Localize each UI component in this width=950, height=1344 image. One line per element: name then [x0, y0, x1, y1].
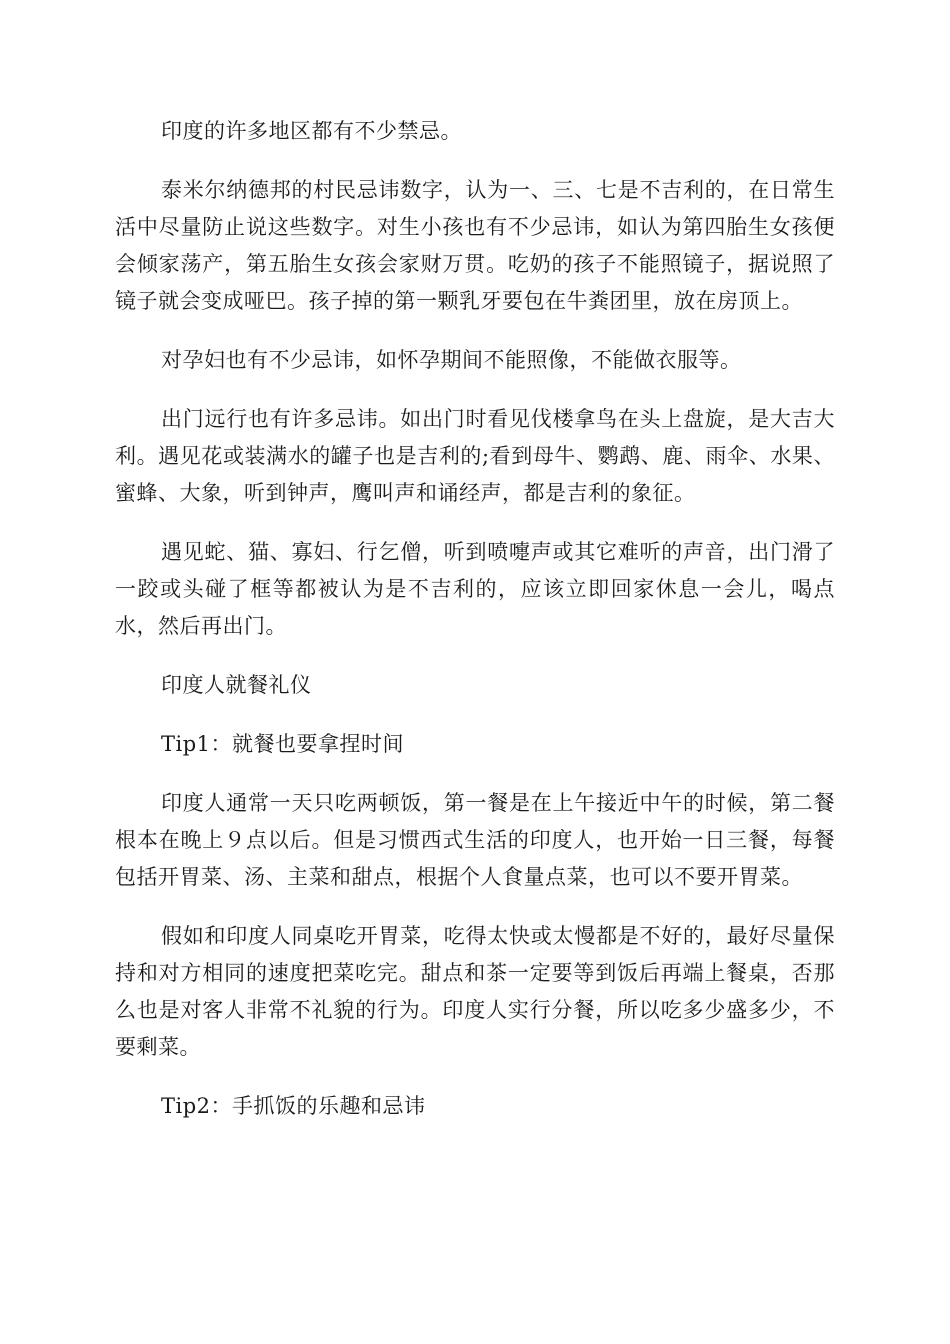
paragraph-travel-omens-good: 出门远行也有许多忌讳。如出门时看见伐楼拿鸟在头上盘旋，是大吉大利。遇见花或装满水的罐子也是吉利的;看到母牛、鹦鹉、鹿、雨伞、水果、蜜蜂、大象，听到钟声，鹰叫声和诵经声，都是吉利的象征。: [115, 407, 835, 505]
paragraph-eating-pace: 假如和印度人同桌吃开胃菜，吃得太快或太慢都是不好的，最好尽量保持和对方相同的速度把菜吃完。甜点和茶一定要等到饭后再端上餐桌，否那么也是对客人非常不礼貌的行为。印度人实行分餐，所以吃多少盛多少，不要剩菜。: [115, 924, 835, 1059]
tip-heading-2: Tip2：手抓饭的乐趣和忌讳: [161, 1094, 426, 1118]
paragraph-meal-times: 印度人通常一天只吃两顿饭，第一餐是在上午接近中午的时候，第二餐根本在晚上９点以后。但是习惯西式生活的印度人，也开始一日三餐，每餐包括开胃菜、汤、主菜和甜点，根据个人食量点菜，也可以不要开胃菜。: [115, 791, 835, 889]
tip-heading-1: Tip1：就餐也要拿捏时间: [161, 732, 405, 756]
paragraph-taboos-intro: 印度的许多地区都有不少禁忌。: [161, 119, 462, 143]
paragraph-tamil-nadu-taboos: 泰米尔纳德邦的村民忌讳数字，认为一、三、七是不吉利的，在日常生活中尽量防止说这些数字。对生小孩也有不少忌讳，如认为第四胎生女孩便会倾家荡产，第五胎生女孩会家财万贯。吃奶的孩子不能照镜子，据说照了镜子就会变成哑巴。孩子掉的第一颗乳牙要包在牛粪团里，放在房顶上。: [115, 178, 835, 313]
section-heading-dining-etiquette: 印度人就餐礼仪: [161, 673, 312, 697]
paragraph-pregnancy-taboos: 对孕妇也有不少忌讳，如怀孕期间不能照像，不能做衣服等。: [161, 348, 742, 372]
paragraph-travel-omens-bad: 遇见蛇、猫、寡妇、行乞僧，听到喷嚏声或其它难听的声音，出门滑了一跤或头碰了框等都被认为是不吉利的，应该立即回家休息一会儿，喝点水，然后再出门。: [115, 540, 835, 638]
document-body: [115, 113, 835, 1147]
